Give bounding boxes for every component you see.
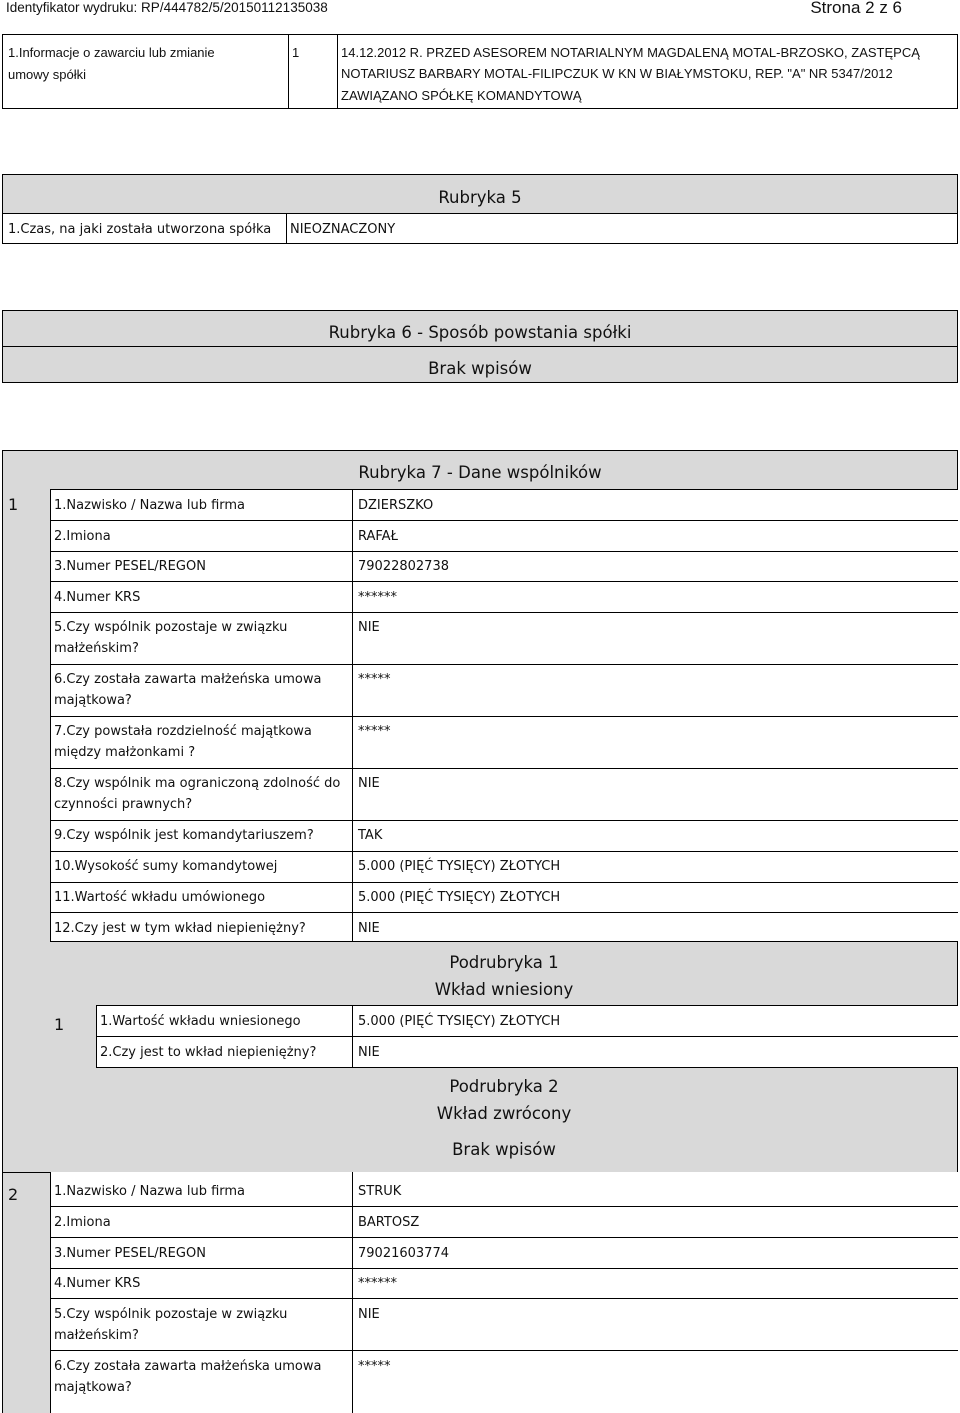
sub2-empty: Brak wpisów: [452, 1140, 556, 1159]
contract-info-label-line1: 1.Informacje o zawarciu lub zmianie: [8, 45, 215, 60]
partner2-prenup-label2: majątkowa?: [54, 1380, 132, 1395]
partner2-names-value: BARTOSZ: [358, 1215, 420, 1230]
partner1-separation-label: 7.Czy powstała rozdzielność majątkowa: [54, 724, 312, 739]
partner1-prenup-label: 6.Czy została zawarta małżeńska umowa: [54, 672, 322, 687]
partner1-capacity-value: NIE: [358, 776, 380, 791]
rubryka6-title: Rubryka 6 - Sposób powstania spółki: [328, 323, 632, 342]
partner1-surname-label: 1.Nazwisko / Nazwa lub firma: [54, 498, 246, 513]
partner2-krs-label: 4.Numer KRS: [54, 1276, 141, 1291]
rubryka5-label: 1.Czas, na jaki została utworzona spółka: [8, 222, 272, 237]
partner1-number: 1: [8, 495, 19, 514]
sub2-title: Podrubryka 2: [449, 1077, 559, 1096]
partner1-contribution-label: 11.Wartość wkładu umówionego: [54, 890, 266, 905]
partner1-krs-value: ******: [358, 590, 397, 605]
partner1-marriage-value: NIE: [358, 620, 380, 635]
partner2-marriage-label: 5.Czy wspólnik pozostaje w związku: [54, 1307, 288, 1322]
partner2-pesel-value: 79021603774: [358, 1246, 449, 1261]
partner1-contribution-value: 5.000 (PIĘĆ TYSIĘCY) ZŁOTYCH: [358, 890, 561, 905]
partner1-prenup-label2: majątkowa?: [54, 693, 132, 708]
partner1-noncash-value: NIE: [358, 921, 380, 936]
partner1-limited-sum-value: 5.000 (PIĘĆ TYSIĘCY) ZŁOTYCH: [358, 859, 561, 874]
sub1-subtitle: Wkład wniesiony: [434, 980, 574, 999]
partner1-limited-sum-label: 10.Wysokość sumy komandytowej: [54, 859, 278, 874]
sub1-title: Podrubryka 1: [449, 953, 559, 972]
sub1-noncash-label: 2.Czy jest to wkład niepieniężny?: [100, 1045, 317, 1060]
partner1-noncash-label: 12.Czy jest w tym wkład niepieniężny?: [54, 921, 306, 936]
partner2-krs-value: ******: [358, 1276, 397, 1291]
partner2-pesel-label: 3.Numer PESEL/REGON: [54, 1246, 206, 1261]
sub1-value-value: 5.000 (PIĘĆ TYSIĘCY) ZŁOTYCH: [358, 1014, 561, 1029]
partner1-names-value: RAFAŁ: [358, 529, 398, 544]
partner2-marriage-label2: małżeńskim?: [54, 1328, 139, 1343]
rubryka6-empty: Brak wpisów: [428, 359, 532, 378]
partner2-surname-label: 1.Nazwisko / Nazwa lub firma: [54, 1184, 246, 1199]
partner1-separation-value: *****: [358, 724, 391, 739]
contract-info-label-line2: umowy spółki: [8, 67, 87, 82]
partner1-marriage-label: 5.Czy wspólnik pozostaje w związku: [54, 620, 288, 635]
partner1-pesel-label: 3.Numer PESEL/REGON: [54, 559, 206, 574]
contract-info-text-line1: 14.12.2012 R. PRZED ASESOREM NOTARIALNYM MAGDALENĄ MOTAL-BRZOSKO, ZASTĘPCĄ: [341, 45, 920, 60]
partner1-capacity-label: 8.Czy wspólnik ma ograniczoną zdolność do: [54, 776, 341, 791]
contract-info-number: 1: [292, 45, 300, 60]
print-identifier: Identyfikator wydruku: RP/444782/5/20150112135038: [6, 0, 328, 15]
sub2-subtitle: Wkład zwrócony: [436, 1104, 572, 1123]
partner1-separation-label2: między małżonkami ?: [54, 745, 196, 760]
partner1-pesel-value: 79022802738: [358, 559, 449, 574]
partner2-surname-value: STRUK: [358, 1184, 402, 1199]
sub1-value-label: 1.Wartość wkładu wniesionego: [100, 1014, 301, 1029]
sub1-entry-number: 1: [54, 1015, 65, 1034]
partner2-number: 2: [8, 1185, 19, 1204]
partner1-marriage-label2: małżeńskim?: [54, 641, 139, 656]
partner2-names-label: 2.Imiona: [54, 1215, 111, 1230]
partner2-prenup-value: *****: [358, 1359, 391, 1374]
partner2-prenup-label: 6.Czy została zawarta małżeńska umowa: [54, 1359, 322, 1374]
partner1-surname-value: DZIERSZKO: [358, 498, 434, 513]
partner1-krs-label: 4.Numer KRS: [54, 590, 141, 605]
sub1-noncash-value: NIE: [358, 1045, 380, 1060]
page-number: Strona 2 z 6: [810, 0, 902, 17]
partner1-names-label: 2.Imiona: [54, 529, 111, 544]
partner1-limited-partner-value: TAK: [358, 828, 383, 843]
rubryka7-title: Rubryka 7 - Dane wspólników: [358, 463, 602, 482]
contract-info-text-line3: ZAWIĄZANO SPÓŁKĘ KOMANDYTOWĄ: [341, 88, 582, 103]
partner1-prenup-value: *****: [358, 672, 391, 687]
partner1-capacity-label2: czynności prawnych?: [54, 797, 193, 812]
partner2-marriage-value: NIE: [358, 1307, 380, 1322]
rubryka5-title: Rubryka 5: [438, 188, 522, 207]
partner1-limited-partner-label: 9.Czy wspólnik jest komandytariuszem?: [54, 828, 314, 843]
contract-info-text-line2: NOTARIUSZ BARBARY MOTAL-FILIPCZUK W KN W BIAŁYMSTOKU, REP. "A" NR 5347/2012: [341, 66, 893, 81]
rubryka5-value: NIEOZNACZONY: [290, 222, 396, 237]
